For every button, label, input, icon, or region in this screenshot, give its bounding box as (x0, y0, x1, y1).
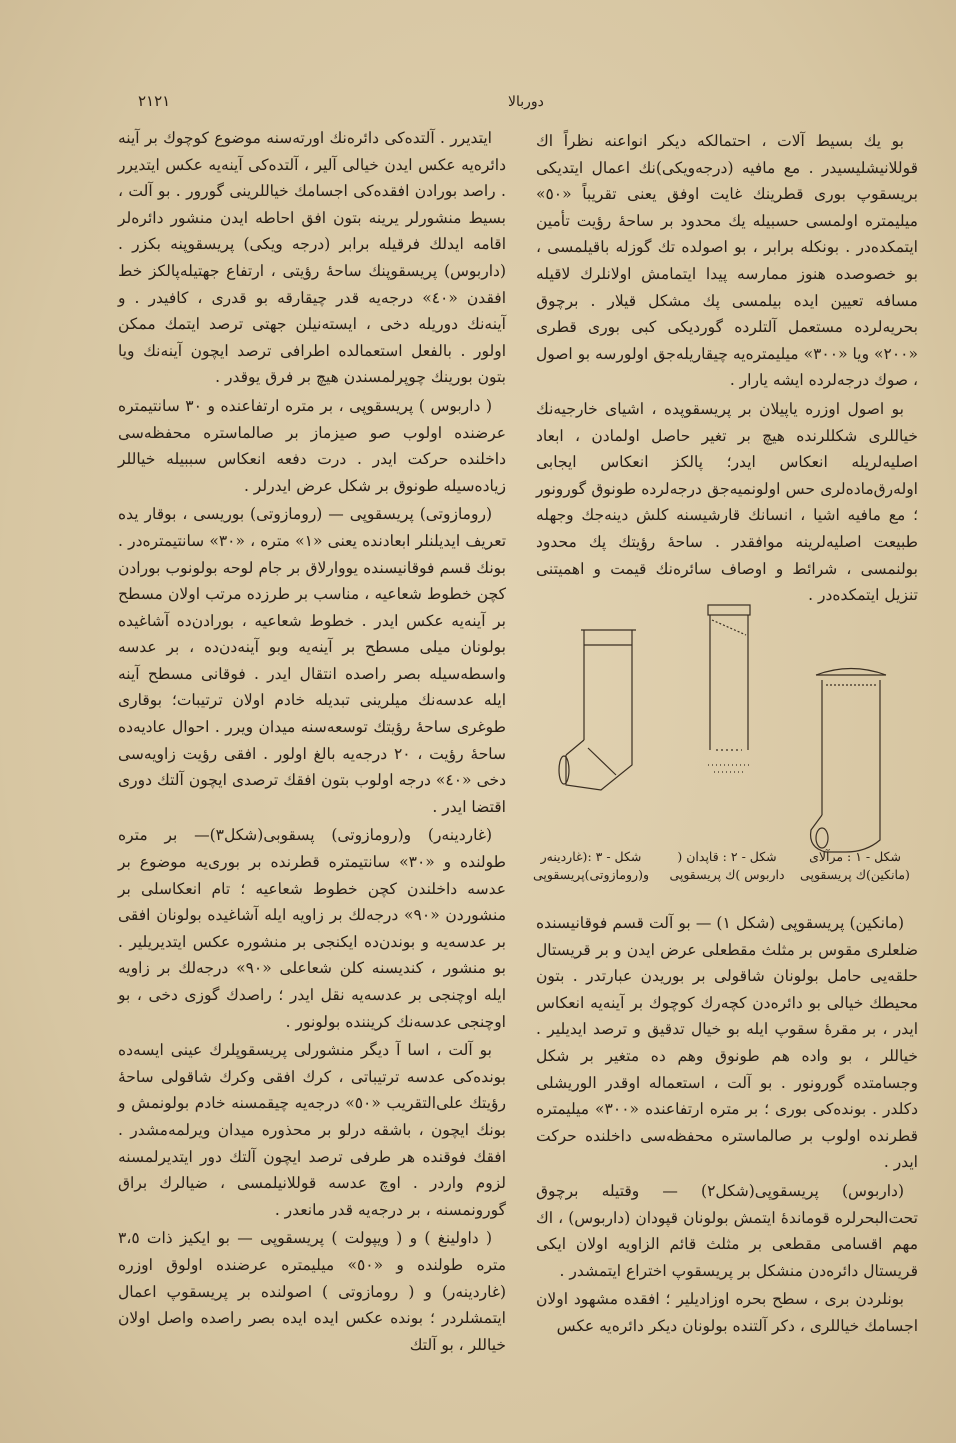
right-column-bottom (536, 910, 918, 1342)
figure-3-drawing (559, 630, 636, 790)
figure-2-drawing (708, 605, 752, 772)
right-column (536, 128, 918, 611)
paragraph: بو آلت ، اسا آ دیگر منشورلی پریسقوپلرك عینی ایسه‌ده بونده‌كی عدسه ترتیباتی ، كرك افقی وكرك شاقولی ساحهٔ رؤیتك علی‌التقریب «٥٠» درجه‌یه چیقمسنه خادم بولونمش و بونك ایچون ، باشقه درلو بر محذوره میدان ویرلمه‌مشدر . افقك فوقنده هر طرفی ترصد ایچون آلتك دور ایتدیرلمسنه لزوم واردر . اوچ عدسه قوللانیلمسی ، ضیالرك براق گورونمسنه ، بر درجه‌یه قدر مانعدر . (118, 1041, 506, 1219)
figure-2-caption: شكل - ٢ : قاپدان ( داربوس )ك پریسقوپی (669, 849, 785, 882)
paragraph: (غاردینه‌ر) و(رومازوتی) پسقوبی(شكل٣)— بر متره طولنده و «٣٠» سانتیمتره قطرنده بر بوری‌یه موضوع بر عدسه داخلندن كچن خطوط شعاعیه ؛ تام انعكاسلی بر منشوردن «٩٠» درجه‌لك بر زاویه ایله آشاغیده بولونان افقی بر عدسه‌یه و بوندن‌ده ایكنجی بر منشوره عكس ایتدیریلیر . بو منشور ، كندیسنه كلن شعاعلی «٩٠» درجه‌لك بر زاویه ایله اوچنجی بر عدسه‌یه نقل ایدر ؛ راصدك گوزی دخی ، بو اوچنجی عدسه‌نك كریننده بولونور . (118, 826, 506, 1031)
figure-1-caption: شكل - ١ : مرآلای (مانكین)ك پریسقوپی (800, 849, 910, 882)
paragraph: بو اصول اوزره یاپیلا‌ن بر پریسقوپده ، اشیای خارجیه‌نك خیاللری شكللرنده هیچ بر تغیر حاصل اولمادن ، ابعاد اصلیه‌لریله انعكاس ایدر؛ پالكز انعكاس ایجابی اوله‌رق‌ماده‌لری حس اولونمیه‌جق درجه‌لرده طونوق گورونور ؛ مع مافیه اشیا ، انسانك قارشیسنه كلش دینه‌جك وجهله طبیعت اصلیه‌لرینه موافقدر . ساحهٔ رؤیتك پك محدود بولنمسی ، شرائط و اوصاف سائره‌نك قیمت و اهمیتنی تنزیل ایتمكده‌در . (536, 399, 918, 605)
left-column (118, 125, 506, 1360)
paragraph: ( داربوس ) پریسقوپی ، بر متره ارتفاعنده و ٣٠ سانتیمتره عرضنده اولوب صو صیزماز بر صالماستره محفظه‌سی داخلنده حركت ایدر . درت دفعه انعكاس سببیله خیاللر زیاده‌سیله طونوق بر شكل عرض ایدرلر . (118, 396, 506, 495)
paragraph: (رومازوتی) پریسقوپی — (رومازوتی) بوریسی ، بوقار یده تعریف ایدیلنلر ابعادنده یعنی «١» متره ، «٣٠» سانتیمتره‌در . بونك قسم فوقانیسنده یووارلاق بر جام لوحه بولونوب بورادن كچن خطوط شعاعیه ، مناسب بر طرزده مرتب اولان مسطح بر آینه‌یه عكس ایدر . خطوط شعاعیه ، بورادن‌ده آشاغیده بولونان میلی مسطح بر آینه‌یه وبو آینه‌دن‌ده ، بر عدسه واسطه‌سیله بصر راصده انتقال ایدر . فوقانی مسطح آینه ایله عدسه‌نك میلرینی تبدیله خادم اولان ترتیبات؛ بوقاری طوغری ساحهٔ رؤیتك توسعه‌سنه میدان ویرر . احوال عادیه‌ده ساحهٔ رؤیت ، ٢٠ درجه‌یه بالغ اولور . افقی رؤیت زاویه‌سی دخی «٤٠» درجه اولوب بتون افقك ترصدی ایچون آلتك دوری اقتضا ایدر . (118, 505, 507, 816)
running-head: دوربالا (508, 94, 544, 110)
page-number: ٢١٢١ (138, 92, 171, 110)
paragraph: (مانكین) پریسقوپی (شكل ١) — بو آلت قسم فوقانیسنده ضلعلری مقوس بر مثلث مقطعلی عرض ایدن و بر قریستال حلقه‌یی حامل بولونان شاقولی بر بوریدن عبارتدر . بتون محیطك خیالی بو دائره‌دن كچه‌رك كوچوك بر آینه‌یه انعكاس ایدر ، بر مقرهٔ سقوپ ایله بو خیال تدقیق و ترصد ایدیلیر . خیاللر ، بو واده هم طونوق وهم ده متغیر بر شكل وجسامتده گورونور . بو آلت ، استعماله اوقدر الوریشلی دكلدر . بونده‌كی بوری ؛ بر متره ارتفاعنده «٣٠٠» میلیمتره قطرنده اولوب بر صالماستره محفظه‌سی داخلنده حركت ایدر . (536, 914, 918, 1172)
paragraph: ( داولینغ ) و ( ویپولت ) پریسقوپی — بو ایكیز ذات ٣،٥ متره طولنده و «٥٠» میلیمتره عرضنده اولوق اوزره (غاردینه‌ر) و ( رومازوتی ) اصولنده بر پریسقوپ اعمال ایتمشلردر ؛ بونده عكس ایده ایده بصر راصده واصل اولان خیاللر ، بو آلتك (118, 1229, 507, 1354)
paragraph: بو یك بسیط آلات ، احتمالكه دیكر انواعنه نظراً اك قوللانیشلیسیدر . مع مافیه (درجه‌ویكی)نك اعمال ایتدیكی بریسقوپ بوری قطرینك غایت اوفق یعنی تقریباً «٥٠» میلیمتره اولمسی حسبیله یك محدود بر ساحهٔ رؤیت تأمین ایتمكده‌در . بونكله برابر ، بو اصولده تك گوزله باقیلمسی ، بو خصوصده هنوز ممارسه پیدا ایتمامش اولانلرك لاقیله مسافه تعیین ایده بیلمسی پك مشكل قیلار . برچوق بحریه‌لرده مستعمل آلتلرده گوردیكی كبی بوری قطری «٢٠٠» ویا «٣٠٠» میلیمتره‌یه چیقاریله‌جق اولورسه بو اصول ، صوك درجه‌لرده ایشه یارار . (536, 132, 918, 390)
periscope-drawings (526, 590, 926, 890)
periscope-figure (526, 590, 926, 890)
paragraph: (داربوس) پریسقوپی(شكل٢) — وقتیله برچوق تحت‌البحرلره قوماندهٔ ایتمش بولونان قپودان (داربوس) ، اك مهم اقسامی مقطعی بر مثلث قائم الزاویه اولان ایكی قریستال دائره‌دن منشكل بر پریسقوپ اختراع ایتمشدر . (536, 1181, 918, 1280)
paragraph: ایتدیرر . آلتده‌كی دائره‌نك اورته‌سنه موضوع كوچوك بر آینه دائره‌یه عكس ایدن خیالی آلیر ، آلتده‌كی آینه‌یه عكس ایتدیرر . راصد بورادن افقده‌كی اجسامك خیاللرینی گورور . بو آلت ، بسیط منشورلر یرینه بتون افق احاطه ایدن منشور دائره‌لر اقامه ایدلك فرقیله برابر (درجه ویكی) پریسقوپنه بكزر . (داربوس) پریسقوپنك ساحهٔ رؤیتی ، ارتفاع جهتیله‌پالكز خط افقدن «٤٠» درجه‌یه قدر چیقارقه بو قدری ، كافیدر . و آینه‌نك دوریله دخی ، ایسته‌نیلن جهتی ترصد ایتمك ممكن اولور . بالفعل استعمالده اطرافی ترصد ایچون آینه‌نك ویا بتون بورینك چوپرلمسندن هیچ بر فرق یوقدر . (118, 129, 506, 387)
paragraph: بونلردن بری ، سطح بحره اوزادیلیر ؛ افقده مشهود اولان اجسامك خیاللری ، دكر آلتنده بولونان دیكر دائره‌یه عكس (536, 1290, 918, 1335)
figure-1-drawing (811, 669, 886, 853)
figure-3-caption: شكل - ٣ :(غاردینه‌ر و(رومازوتی)پریسقوپی (532, 849, 650, 882)
